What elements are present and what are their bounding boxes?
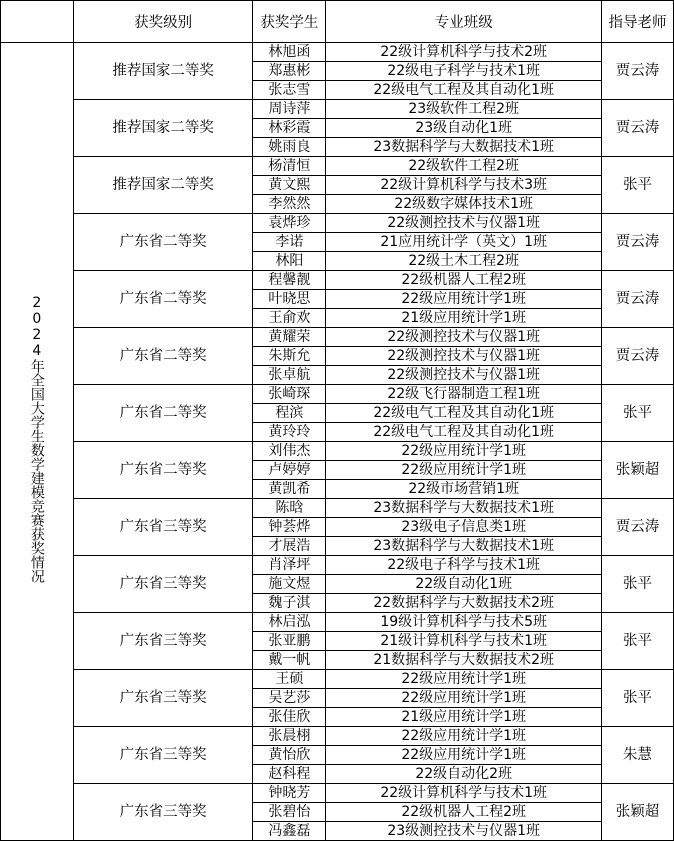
award-level: 广东省三等奖: [73, 499, 253, 556]
header-level: 获奖级别: [73, 1, 253, 43]
student-name: 姚雨良: [253, 138, 326, 157]
student-name: 王硕: [253, 670, 326, 689]
student-name: 李诺: [253, 233, 326, 252]
student-class: 22数据科学与大数据技术2班: [326, 594, 602, 613]
student-class: 22级计算机科学与技术2班: [326, 43, 602, 62]
table-row: [1, 784, 674, 803]
header-class: 专业班级: [326, 1, 602, 43]
student-class: 21数据科学与大数据技术2班: [326, 651, 602, 670]
student-name: 张崎琛: [253, 385, 326, 404]
student-name: 程滨: [253, 404, 326, 423]
side-title-cell: [1, 43, 74, 841]
student-class: 22级测控技术与仪器1班: [326, 366, 602, 385]
award-level: 广东省二等奖: [73, 385, 253, 442]
student-class: 22级应用统计学1班: [326, 290, 602, 309]
student-class: 22级应用统计学1班: [326, 727, 602, 746]
advisor-teacher: 张平: [602, 613, 674, 670]
advisor-teacher: 张平: [602, 385, 674, 442]
student-name: 才展浩: [253, 537, 326, 556]
student-class: 22级机器人工程2班: [326, 271, 602, 290]
student-name: 施文煜: [253, 575, 326, 594]
student-name: 林旭函: [253, 43, 326, 62]
student-name: 张亚鹏: [253, 632, 326, 651]
award-level: 广东省三等奖: [73, 727, 253, 784]
student-class: 23数据科学与大数据技术1班: [326, 138, 602, 157]
student-name: 程馨靓: [253, 271, 326, 290]
student-name: 黄耀荣: [253, 328, 326, 347]
student-name: 叶晓思: [253, 290, 326, 309]
student-name: 陈晗: [253, 499, 326, 518]
table-row: [1, 157, 674, 176]
student-name: 刘伟杰: [253, 442, 326, 461]
student-name: 黄凯希: [253, 480, 326, 499]
table-row: [1, 556, 674, 575]
student-class: 21级应用统计学1班: [326, 309, 602, 328]
student-name: 张晨栩: [253, 727, 326, 746]
student-name: 张碧怡: [253, 803, 326, 822]
table-row: [1, 43, 674, 62]
award-level: 推荐国家二等奖: [73, 43, 253, 100]
award-level: 推荐国家二等奖: [73, 100, 253, 157]
student-name: 朱斯允: [253, 347, 326, 366]
header-blank: [1, 1, 74, 43]
student-class: 22级软件工程2班: [326, 157, 602, 176]
student-class: 22级自动化2班: [326, 765, 602, 784]
advisor-teacher: 张颖超: [602, 442, 674, 499]
header-row: [1, 1, 674, 43]
student-class: 22级电气工程及其自动化1班: [326, 81, 602, 100]
student-name: 张志雪: [253, 81, 326, 100]
student-class: 22级应用统计学1班: [326, 746, 602, 765]
student-name: 郑惠彬: [253, 62, 326, 81]
student-name: 戴一帆: [253, 651, 326, 670]
advisor-teacher: 张平: [602, 157, 674, 214]
student-name: 卢婷婷: [253, 461, 326, 480]
award-level: 广东省三等奖: [73, 613, 253, 670]
table-row: [1, 100, 674, 119]
student-name: 冯鑫磊: [253, 822, 326, 841]
side-title: 2024年全国大学生数学建模竞赛获奖情况: [28, 295, 45, 583]
student-name: 王俞欢: [253, 309, 326, 328]
student-class: 22级应用统计学1班: [326, 689, 602, 708]
table-row: [1, 670, 674, 689]
student-class: 22级测控技术与仪器1班: [326, 347, 602, 366]
student-name: 赵科程: [253, 765, 326, 784]
student-name: 杨清恒: [253, 157, 326, 176]
student-class: 21级计算机科学与技术1班: [326, 632, 602, 651]
student-class: 23级自动化1班: [326, 119, 602, 138]
advisor-teacher: 贾云涛: [602, 214, 674, 271]
student-name: 周诗萍: [253, 100, 326, 119]
student-name: 黄怡欣: [253, 746, 326, 765]
award-level: 广东省二等奖: [73, 271, 253, 328]
student-class: 23数据科学与大数据技术1班: [326, 537, 602, 556]
student-name: 钟晓芳: [253, 784, 326, 803]
student-class: 22级机器人工程2班: [326, 803, 602, 822]
student-class: 21应用统计学（英文）1班: [326, 233, 602, 252]
student-class: 23级电子信息类1班: [326, 518, 602, 537]
table-row: [1, 385, 674, 404]
student-class: 22级数字媒体技术1班: [326, 195, 602, 214]
student-name: 张卓航: [253, 366, 326, 385]
award-level: 推荐国家二等奖: [73, 157, 253, 214]
student-name: 黄玲玲: [253, 423, 326, 442]
student-name: 林启泓: [253, 613, 326, 632]
student-name: 李然然: [253, 195, 326, 214]
advisor-teacher: 贾云涛: [602, 100, 674, 157]
header-students: 获奖学生: [253, 1, 326, 43]
student-name: 吴艺莎: [253, 689, 326, 708]
student-class: 22级测控技术与仪器1班: [326, 328, 602, 347]
advisor-teacher: 张平: [602, 670, 674, 727]
advisor-teacher: 贾云涛: [602, 271, 674, 328]
advisor-teacher: 贾云涛: [602, 499, 674, 556]
student-name: 张佳欣: [253, 708, 326, 727]
advisor-teacher: 张颖超: [602, 784, 674, 841]
student-class: 22级应用统计学1班: [326, 461, 602, 480]
student-class: 22级计算机科学与技术1班: [326, 784, 602, 803]
table-row: [1, 613, 674, 632]
student-class: 22级电气工程及其自动化1班: [326, 423, 602, 442]
student-name: 袁烨珍: [253, 214, 326, 233]
table-row: [1, 727, 674, 746]
award-level: 广东省三等奖: [73, 670, 253, 727]
student-class: 22级计算机科学与技术3班: [326, 176, 602, 195]
student-name: 钟荟烨: [253, 518, 326, 537]
award-level: 广东省三等奖: [73, 784, 253, 841]
advisor-teacher: 张平: [602, 556, 674, 613]
table-body: [1, 43, 674, 841]
student-class: 22级应用统计学1班: [326, 442, 602, 461]
student-class: 22级自动化1班: [326, 575, 602, 594]
table-row: [1, 214, 674, 233]
student-class: 22级市场营销1班: [326, 480, 602, 499]
student-name: 黄文熙: [253, 176, 326, 195]
award-level: 广东省二等奖: [73, 328, 253, 385]
table-row: [1, 499, 674, 518]
student-class: 22级应用统计学1班: [326, 670, 602, 689]
student-name: 林彩霞: [253, 119, 326, 138]
student-class: 22级电气工程及其自动化1班: [326, 404, 602, 423]
student-class: 19级计算机科学与技术5班: [326, 613, 602, 632]
table-row: [1, 442, 674, 461]
student-class: 23级软件工程2班: [326, 100, 602, 119]
header-teacher: 指导老师: [602, 1, 674, 43]
student-class: 21级应用统计学1班: [326, 708, 602, 727]
student-class: 23数据科学与大数据技术1班: [326, 499, 602, 518]
student-name: 林阳: [253, 252, 326, 271]
student-class: 22级电子科学与技术1班: [326, 556, 602, 575]
student-class: 22级土木工程2班: [326, 252, 602, 271]
student-name: 魏子淇: [253, 594, 326, 613]
advisor-teacher: 贾云涛: [602, 43, 674, 100]
student-class: 22级飞行器制造工程1班: [326, 385, 602, 404]
award-level: 广东省二等奖: [73, 214, 253, 271]
advisor-teacher: 贾云涛: [602, 328, 674, 385]
award-level: 广东省二等奖: [73, 442, 253, 499]
advisor-teacher: 朱慧: [602, 727, 674, 784]
student-name: 肖泽坪: [253, 556, 326, 575]
award-level: 广东省三等奖: [73, 556, 253, 613]
student-class: 23级测控技术与仪器1班: [326, 822, 602, 841]
student-class: 22级测控技术与仪器1班: [326, 214, 602, 233]
table-row: [1, 328, 674, 347]
student-class: 22级电子科学与技术1班: [326, 62, 602, 81]
table-row: [1, 271, 674, 290]
